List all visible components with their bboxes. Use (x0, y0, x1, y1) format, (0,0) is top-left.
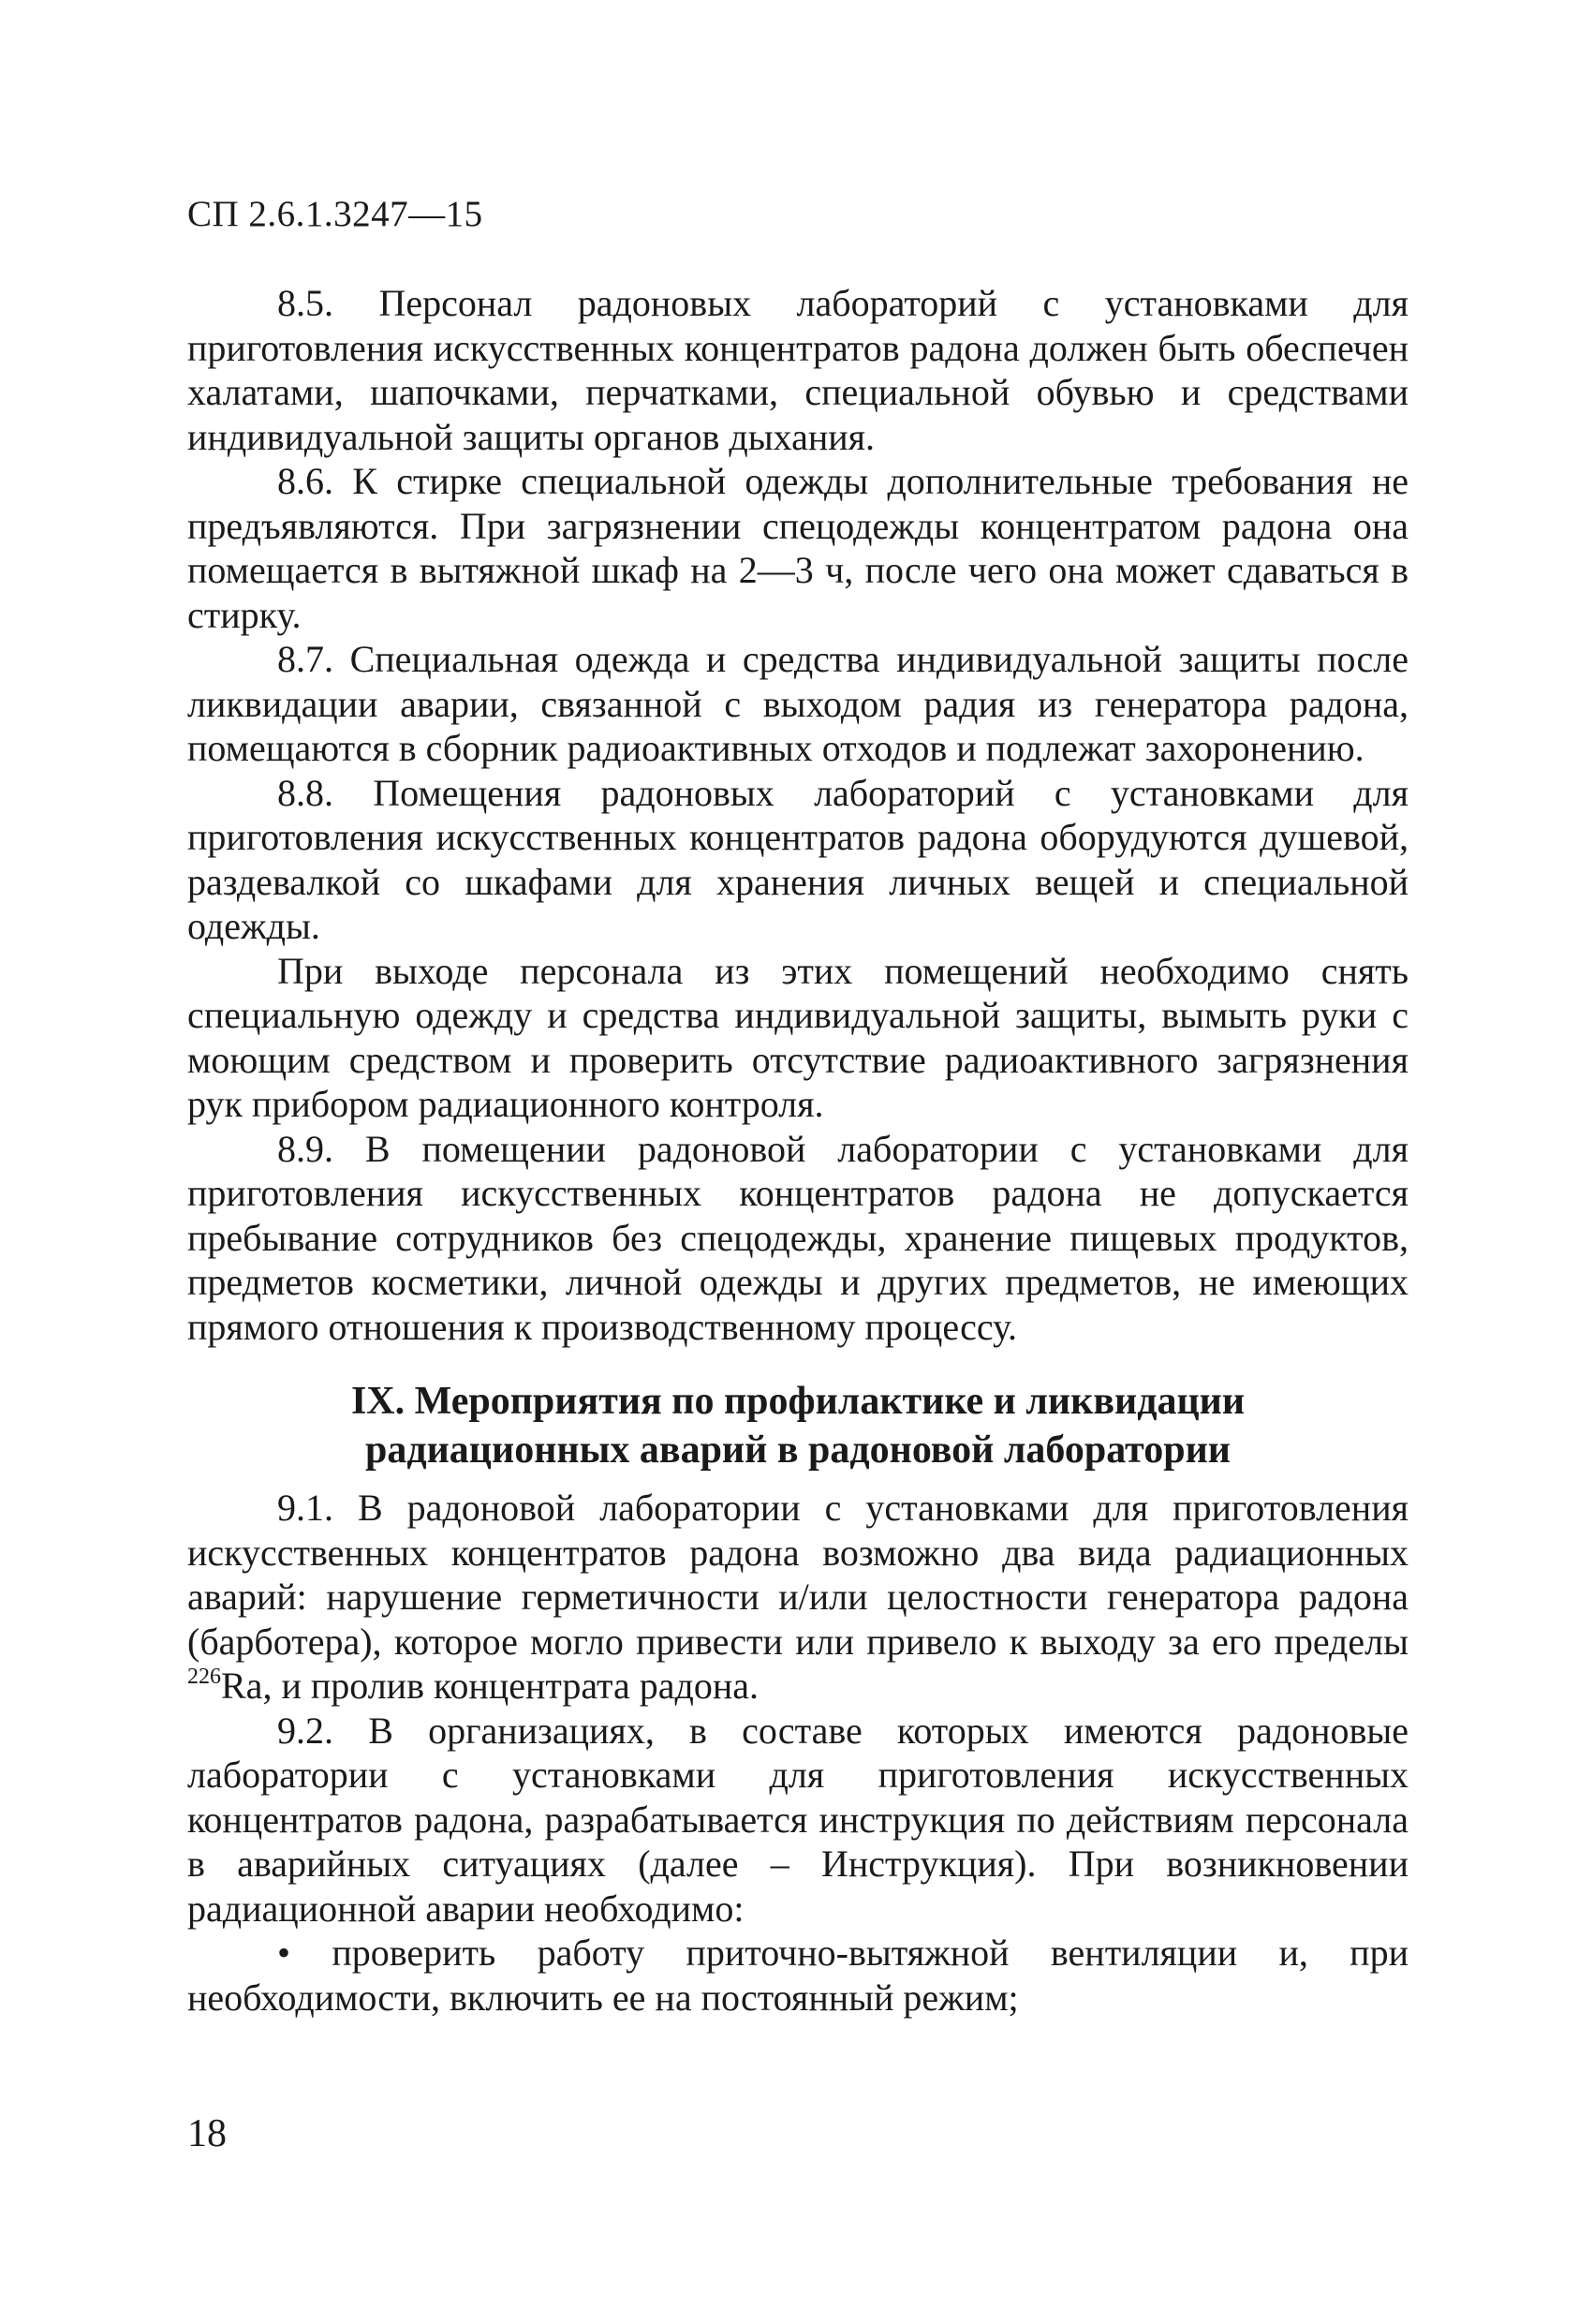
paragraph-number: 8.8. (277, 771, 333, 814)
paragraph-number: 9.2. (277, 1709, 333, 1752)
paragraph-number: 9.1. (277, 1487, 333, 1529)
paragraph-8-8-continued (187, 949, 1409, 1127)
paragraph-8-5 (187, 281, 1409, 459)
isotope-mass-number: 226 (187, 1665, 221, 1689)
bullet-item (187, 1931, 1409, 2020)
paragraph-number: 8.7. (277, 638, 333, 680)
paragraph-8-7 (187, 637, 1409, 771)
section-heading-line-1: IX. Мероприятия по профилактике и ликвидации (350, 1380, 1246, 1423)
paragraph-8-8 (187, 771, 1409, 949)
paragraph-text: Персонал радоновых лабораторий с установками для приготовления искусственных концентратов радона должен быть обеспечен халатами, шапочками, перчатками, специальной обувью и средствами индивидуальной защиты органов дыхания. (187, 282, 1409, 458)
page-number: 18 (187, 2112, 227, 2155)
section-heading-line-2: радиационных аварий в радоновой лаборатории (365, 1428, 1231, 1472)
paragraph-8-6 (187, 459, 1409, 637)
paragraph-number: 8.5. (277, 282, 333, 324)
paragraph-text: В помещении радоновой лаборатории с установками для приготовления искусственных концентратов радона не допускается пребывание сотрудников без спецодежды, хранение пищевых продуктов, предметов косметики, личной одежды и других предметов, не имеющих прямого отношения к производственному процессу. (187, 1127, 1409, 1348)
paragraph-text: При выходе персонала из этих помещений необходимо снять специальную одежду и средства индивидуальной защиты, вымыть руки с моющим средством и проверить отсутствие радиоактивного загрязнения рук прибором радиационного контроля. (187, 949, 1409, 1125)
paragraph-text: Специальная одежда и средства индивидуальной защиты после ликвидации аварии, связанной с выходом радия из генератора радона, помещаются в сборник радиоактивных отходов и подлежат захоронению. (187, 638, 1409, 769)
paragraph-text: В организациях, в составе которых имеются радоновые лаборатории с установками для приготовления искусственных концентратов радона, разрабатывается инструкция по действиям персонала в аварийных ситуациях (далее – Инструкция). При возникновении радиационной аварии необходимо: (187, 1709, 1409, 1930)
paragraph-text: К стирке специальной одежды дополнительные требования не предъявляются. При загрязнении спецодежды концентратом радона она помещается в вытяжной шкаф на 2—3 ч, после чего она может сдаваться в стирку. (187, 460, 1409, 636)
paragraph-text-before-isotope: В радоновой лаборатории с установками для приготовления искусственных концентратов радона возможно два вида радиационных аварий: нарушение герметичности и/или целостности генератора радона (барботера), которое могло привести или привело к выходу за его пределы (187, 1487, 1409, 1663)
paragraph-text: Помещения радоновых лабораторий с установками для приготовления искусственных концентратов радона оборудуются душевой, раздевалкой со шкафами для хранения личных вещей и специальной одежды. (187, 771, 1409, 947)
paragraph-8-9 (187, 1127, 1409, 1350)
isotope-symbol: Ra (221, 1665, 263, 1707)
bullet-text: проверить работу приточно-вытяжной вентиляции и, при необходимости, включить ее на постоянный режим; (187, 1932, 1409, 2019)
bullet-icon: • (277, 1932, 291, 1974)
paragraph-number: 8.9. (277, 1127, 333, 1170)
body-text (187, 281, 1409, 2020)
document-code: СП 2.6.1.3247—15 (187, 194, 483, 234)
paragraph-9-2 (187, 1709, 1409, 1932)
paragraph-number: 8.6. (277, 460, 333, 502)
section-heading (187, 1377, 1409, 1474)
paragraph-9-1 (187, 1486, 1409, 1709)
paragraph-text-after-isotope: , и пролив концентрата радона. (262, 1665, 760, 1707)
